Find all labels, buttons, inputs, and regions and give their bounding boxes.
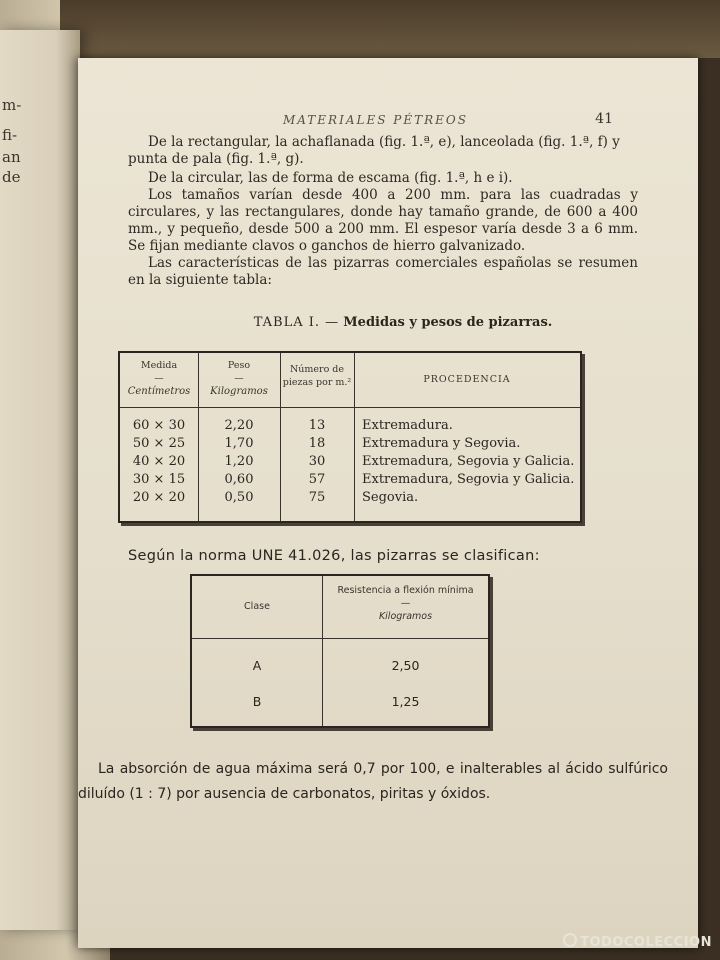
header-procedencia: PROCEDENCIA [423,374,511,385]
book-edge-top [60,0,720,58]
une-norm-line: Según la norma UNE 41.026, las pizarras se clasifican: [128,548,540,564]
table-row-procedencia: Extremadura. Extremadura y Segovia. Extremadura, Segovia y Galicia. Extremadura, Segovia y Galicia. Segovia. [362,418,575,505]
paragraph-rectangular: De la rectangular, la achaflanada (fig. 1.ª, e), lanceolada (fig. 1.ª, f) y punta de pala (fig. 1.ª, g). [128,134,620,167]
table1-caption-title: Medidas y pesos de pizarras. [343,315,553,330]
left-page-fragment: fi- [2,126,18,144]
table2-clase-a: A [252,658,262,673]
header-clase: Clase [244,601,270,612]
table-row-peso: 2,20 1,70 1,20 0,60 0,50 [224,418,254,505]
table2-clase-b: B [252,694,262,709]
watermark: TODOCOLECCION [563,933,712,950]
table-row-medida: 60 × 30 50 × 25 40 × 20 30 × 15 20 × 20 [132,418,186,505]
left-page [0,30,80,930]
page-number: 41 [595,111,613,127]
table-row-numero: 13 18 30 57 75 [308,418,326,505]
left-page-fragment: an [2,148,21,166]
paragraph-intro-table: Las características de las pizarras comerciales españolas se resumen en la siguiente tabla: [128,255,638,288]
table2-valor-a: 2,50 [391,658,420,673]
watermark-logo-icon [563,933,577,947]
left-page-fragment: de [2,168,21,186]
table-divider [192,638,488,639]
left-page-fragment: m- [2,96,22,114]
table-divider [120,407,580,408]
header-medida: Medida — Centímetros [127,360,191,397]
table2-valor-b: 1,25 [391,694,420,709]
table1 [118,351,582,523]
running-head: MATERIALES PÉTREOS [283,113,468,127]
table2 [190,574,490,728]
header-numero: Número de piezas por m.² [282,364,352,388]
paragraph-circular: De la circular, las de forma de escama (fig. 1.ª, h e i). [148,170,513,186]
header-resistencia: Resistencia a flexión mínima — Kilogramos [337,585,474,622]
paragraph-absorcion: La absorción de agua máxima será 0,7 por 100, e inalterables al ácido sulfúrico diluído (1 : 7) por ausencia de carbonatos, piritas y óxidos. [78,761,668,802]
header-peso: Peso — Kilogramos [210,360,268,397]
right-page [78,58,698,948]
paragraph-sizes: Los tamaños varían desde 400 a 200 mm. para las cuadradas y circulares, y las rectangulares, donde hay tamaño grande, de 600 a 400 mm., y pequeño, desde 500 a 200 mm. El espesor varía desde 3 a 6 mm. Se fijan mediante clavos o ganchos de hierro galvanizado. [128,187,638,254]
table1-caption [203,315,603,330]
table1-caption-lead: TABLA I. — [253,315,340,330]
